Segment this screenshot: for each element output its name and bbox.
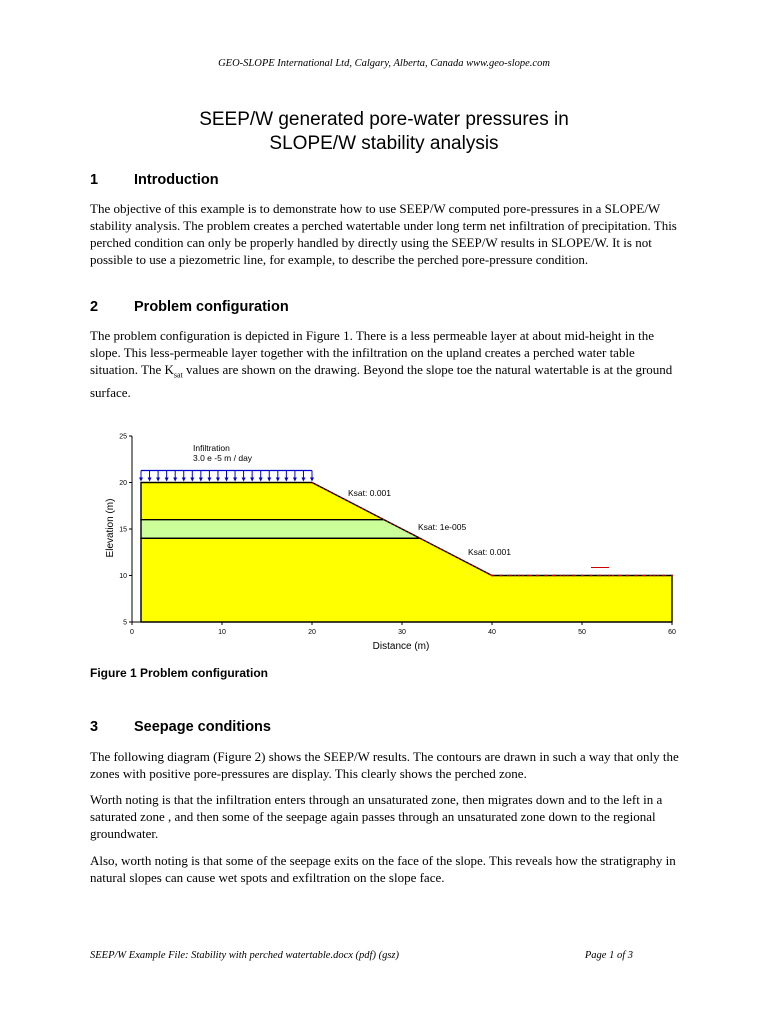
section-title: Introduction	[134, 172, 219, 188]
seepage-paragraph-3: Also, worth noting is that some of the seepage exits on the face of the slope. This reveals how the stratigraphy in natural slopes can cause wet spots and exfiltration on the slope face.	[90, 853, 676, 885]
watertable-point	[635, 575, 637, 577]
title-line-2: SLOPE/W stability analysis	[269, 133, 499, 154]
footer-file: SEEP/W Example File: Stability with perched watertable.docx (pdf) (gsz)	[90, 950, 399, 961]
infiltration-arrow-head	[156, 478, 160, 482]
ksat-label-bottom: Ksat: 0.001	[468, 547, 512, 557]
infiltration-arrow-head	[293, 478, 297, 482]
infiltration-arrow-head	[233, 478, 237, 482]
infiltration-arrow-head	[259, 478, 263, 482]
watertable-point	[599, 575, 601, 577]
infiltration-arrow-head	[310, 478, 314, 482]
x-tick-label: 0	[130, 629, 134, 636]
y-tick-label: 10	[119, 573, 127, 580]
ksat-label-middle: Ksat: 1e-005	[418, 522, 467, 532]
x-tick-label: 60	[668, 629, 676, 636]
watertable-point	[617, 575, 619, 577]
watertable-point	[581, 575, 583, 577]
ksat-label-top: Ksat: 0.001	[348, 488, 392, 498]
infiltration-arrow-head	[165, 478, 169, 482]
y-tick-label: 5	[123, 619, 127, 627]
watertable-point	[554, 575, 556, 577]
infiltration-arrow-head	[216, 478, 220, 482]
config-text: The problem configuration is depicted in Figure 1. There is a less permeable layer at about mid-height in the slope. This less-permeable layer together with the infiltration on the upland creates a perched water table situation. The K	[90, 328, 655, 377]
y-tick-label: 25	[119, 433, 127, 441]
watertable-point	[671, 575, 673, 577]
section-number: 2	[90, 299, 99, 315]
infiltration-label-line1: Infiltration	[193, 443, 230, 453]
infiltration-arrow-head	[207, 478, 211, 482]
infiltration-arrow-head	[190, 478, 194, 482]
x-tick-label: 20	[308, 629, 316, 636]
watertable-point	[653, 575, 655, 577]
page-header: GEO-SLOPE International Ltd, Calgary, Alberta, Canada www.geo-slope.com	[218, 58, 550, 69]
infiltration-arrow-head	[267, 478, 271, 482]
section-title: Problem configuration	[134, 299, 289, 315]
infiltration-arrow-head	[182, 478, 186, 482]
watertable-point	[509, 575, 511, 577]
watertable-point	[563, 575, 565, 577]
config-paragraph	[90, 327, 680, 401]
x-axis-label: Distance (m)	[372, 641, 430, 652]
section-number: 1	[90, 172, 99, 188]
infiltration-arrow-head	[199, 478, 203, 482]
config-text-cont: values are shown on the drawing. Beyond the slope toe the natural watertable is at the ground surface.	[90, 362, 673, 400]
infiltration-arrow-head	[250, 478, 254, 482]
watertable-point	[500, 575, 502, 577]
infiltration-arrow-head	[242, 478, 246, 482]
figure1-caption: Figure 1 Problem configuration	[90, 666, 269, 680]
x-tick-label: 10	[218, 629, 226, 636]
lower-soil-region	[141, 538, 672, 622]
section-title: Seepage conditions	[134, 719, 271, 735]
watertable-point	[590, 575, 592, 577]
ksat-subscript: sat	[173, 370, 183, 380]
y-tick-label: 20	[119, 480, 127, 487]
watertable-point	[572, 575, 574, 577]
x-tick-label: 30	[398, 629, 406, 636]
intro-paragraph: The objective of this example is to demonstrate how to use SEEP/W computed pore-pressures in a SLOPE/W stability analysis. The problem creates a perched watertable under long term net infiltration of precipitation. This perched condition can only be properly handled by directly using the SEEP/W results in SLOPE/W. It is not possible to use a piezometric line, for example, to describe the perched pore-pressure condition.	[90, 201, 677, 267]
watertable-point	[545, 575, 547, 577]
watertable-point	[527, 575, 529, 577]
seepage-paragraph-1: The following diagram (Figure 2) shows the SEEP/W results. The contours are drawn in such a way that only the zones with positive pore-pressures are display. This clearly shows the perched zone.	[90, 749, 679, 781]
watertable-point	[662, 575, 664, 577]
y-axis-label: Elevation (m)	[105, 498, 116, 558]
y-tick-label: 15	[119, 526, 127, 534]
infiltration-arrow-head	[276, 478, 280, 482]
document-title	[0, 108, 768, 156]
infiltration-arrow-head	[139, 478, 143, 482]
footer-page: Page 1 of 3	[584, 950, 633, 961]
figure1-chart	[100, 425, 690, 660]
infiltration-arrow-head	[173, 478, 177, 482]
infiltration-arrow-head	[225, 478, 229, 482]
section-number: 3	[90, 719, 99, 735]
x-tick-label: 50	[578, 629, 586, 636]
watertable-point	[491, 575, 493, 577]
infiltration-arrow-head	[148, 478, 152, 482]
watertable-point	[626, 575, 628, 577]
x-tick-label: 40	[488, 629, 496, 636]
watertable-point	[608, 575, 610, 577]
less-permeable-layer	[141, 520, 420, 539]
watertable-point	[536, 575, 538, 577]
title-line-1: SEEP/W generated pore-water pressures in	[199, 109, 569, 130]
infiltration-arrow-head	[301, 478, 305, 482]
seepage-paragraph-2: Worth noting is that the infiltration enters through an unsaturated zone, then migrates down and to the left in a saturated zone , and then some of the seepage again passes through an unsaturated zone down to the regional groundwater.	[90, 792, 663, 841]
watertable-point	[518, 575, 520, 577]
watertable-point	[644, 575, 646, 577]
infiltration-label-line2: 3.0 e -5 m / day	[193, 453, 253, 463]
infiltration-arrow-head	[284, 478, 288, 482]
